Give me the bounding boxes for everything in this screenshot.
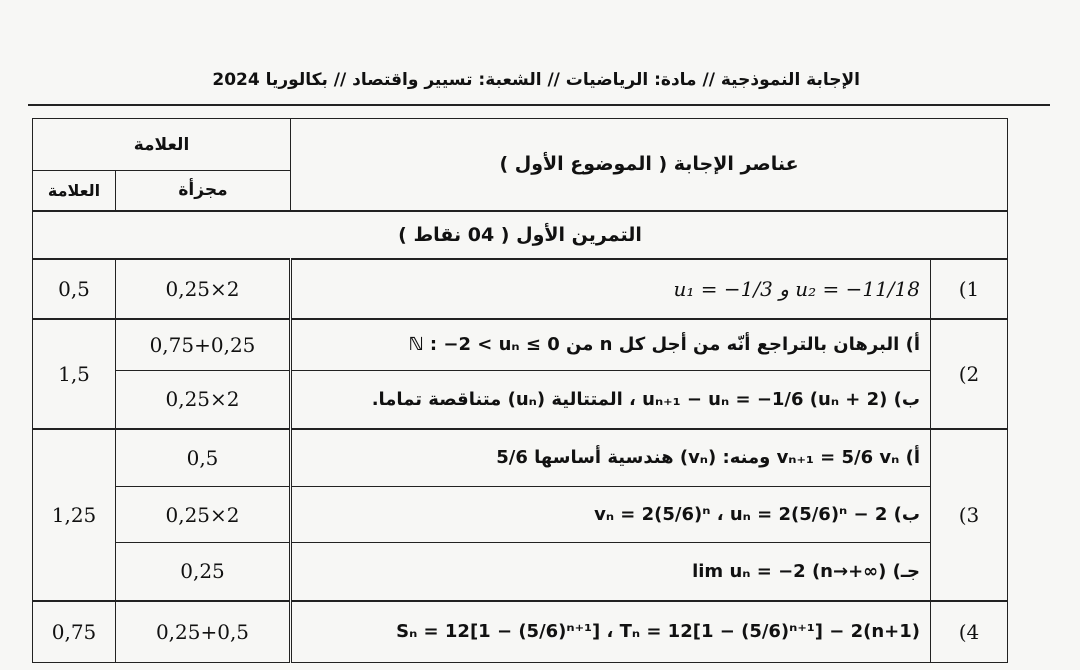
table-row — [33, 543, 1008, 601]
answer-line: u₁ = −1/3 و u₂ = −11/18 — [291, 259, 931, 319]
grade-total-header: العلامة — [33, 171, 116, 211]
table-row — [33, 487, 1008, 543]
answer-line: أ) vₙ₊₁ = 5/6 vₙ ومنه: (vₙ) هندسية أساسها 5/6 — [291, 429, 931, 487]
exercise-title: التمرين الأول ( 04 نقاط ) — [33, 211, 1008, 259]
partial-grade: 0,25+0,5 — [116, 601, 291, 663]
partial-grade: 0,25×2 — [116, 487, 291, 543]
partial-grade: 0,25×2 — [116, 259, 291, 319]
question-number: (4 — [931, 601, 1008, 663]
table-row — [33, 371, 1008, 429]
partial-grade: 0,25×2 — [116, 371, 291, 429]
answer-line: أ) البرهان بالتراجع أنّه من أجل كل n من ℕ : −2 < uₙ ≤ 0 — [291, 319, 931, 371]
grade-group-header: العلامة — [33, 119, 291, 171]
answer-line: Sₙ = 12[1 − (5/6)ⁿ⁺¹] ، Tₙ = 12[1 − (5/6)ⁿ⁺¹] − 2(n+1) — [291, 601, 931, 663]
answer-elements-header: عناصر الإجابة ( الموضوع الأول ) — [291, 119, 1008, 211]
question-number: (1 — [931, 259, 1008, 319]
answer-table — [32, 118, 1008, 663]
table-row — [33, 319, 1008, 371]
grade-partial-header: مجزأة — [116, 171, 291, 211]
table-row — [33, 259, 1008, 319]
header-rule — [28, 104, 1050, 106]
total-grade: 0,75 — [33, 601, 116, 663]
partial-grade: 0,5 — [116, 429, 291, 487]
partial-grade: 0,25 — [116, 543, 291, 601]
total-grade: 1,5 — [33, 319, 116, 429]
question-number: (3 — [931, 429, 1008, 601]
table-row — [33, 429, 1008, 487]
answer-line: ب) uₙ₊₁ − uₙ = −1/6 (uₙ + 2) ، المتتالية (uₙ) متناقصة تماما. — [291, 371, 931, 429]
answer-line: جـ) lim uₙ = −2 (n→+∞) — [291, 543, 931, 601]
partial-grade: 0,75+0,25 — [116, 319, 291, 371]
total-grade: 1,25 — [33, 429, 116, 601]
answer-line: ب) vₙ = 2(5/6)ⁿ ، uₙ = 2(5/6)ⁿ − 2 — [291, 487, 931, 543]
question-number: (2 — [931, 319, 1008, 429]
total-grade: 0,5 — [33, 259, 116, 319]
page-header: الإجابة النموذجية // مادة: الرياضيات // الشعبة: تسيير واقتصاد // بكالوريا 2024 — [212, 70, 860, 90]
table-row — [33, 601, 1008, 663]
